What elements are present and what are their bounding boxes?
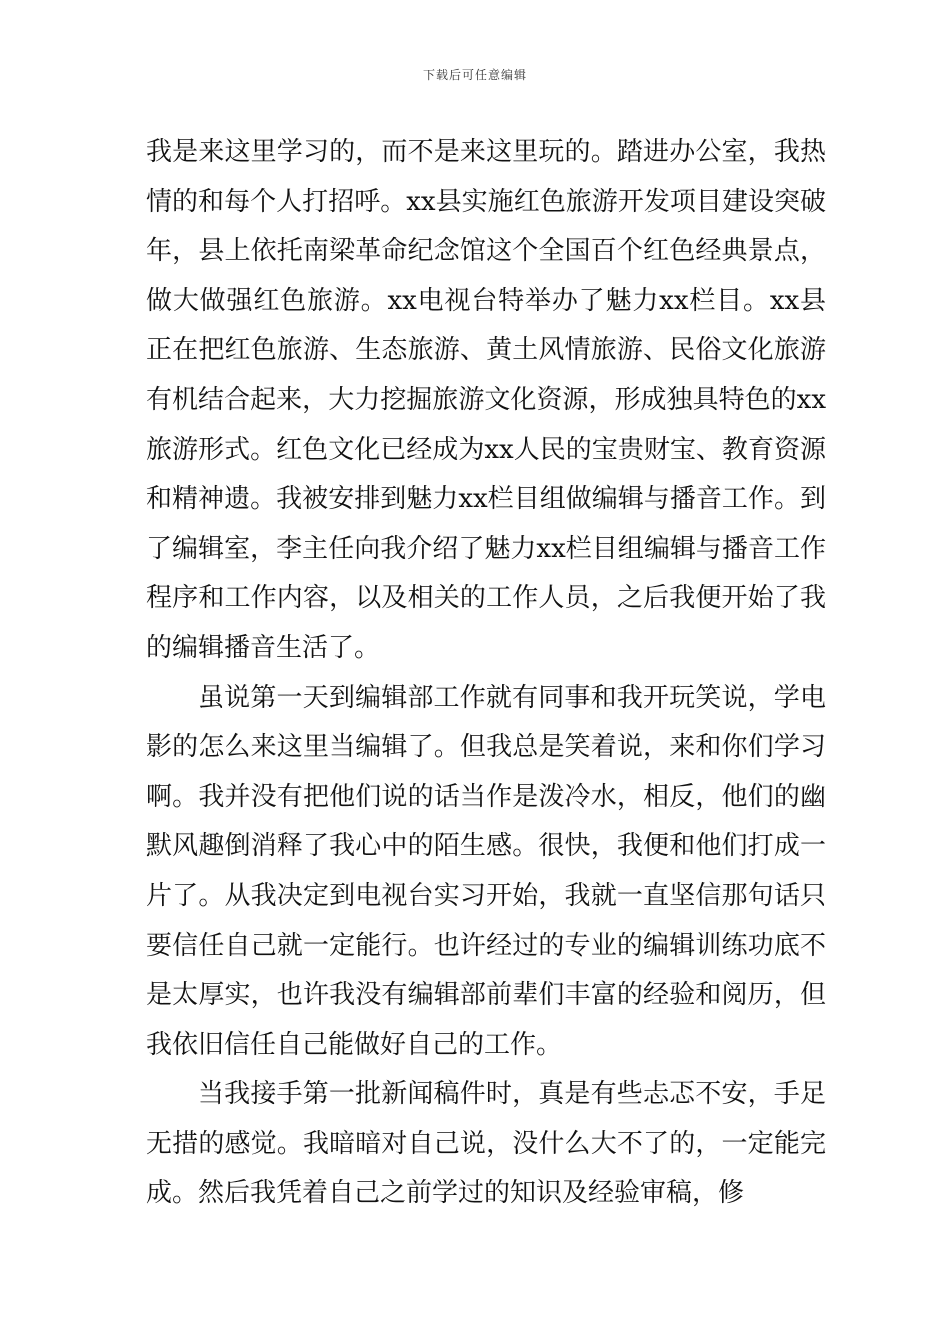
paragraph-first-day: 虽说第一天到编辑部工作就有同事和我开玩笑说，学电影的怎么来这里当编辑了。但我总是笑着说，来和你们学习啊。我并没有把他们说的话当作是泼冷水，相反，他们的幽默风趣倒消释了我心中的陌生感。很快，我便和他们打成一片了。从我决定到电视台实习开始，我就一直坚信那句话只要信任自己就一定能行。也许经过的专业的编辑训练功底不是太厚实，也许我没有编辑部前辈们丰富的经验和阅历，但我依旧信任自己能做好自己的工作。 bbox=[146, 682, 826, 1060]
paragraph-continuation: 我是来这里学习的，而不是来这里玩的。踏进办公室，我热情的和每个人打招呼。xx县实施红色旅游开发项目建设突破年，县上依托南梁革命纪念馆这个全国百个红色经典景点，做大做强红色旅游。xx电视台特举办了魅力xx栏目。xx县正在把红色旅游、生态旅游、黄土风情旅游、民俗文化旅游有机结合起来，大力挖掘旅游文化资源，形成独具特色的xx旅游形式。红色文化已经成为xx人民的宝贵财宝、教育资源和精神遗。我被安排到魅力xx栏目组做编辑与播音工作。到了编辑室，李主任向我介绍了魅力xx栏目组编辑与播音工作程序和工作内容，以及相关的工作人员，之后我便开始了我的编辑播音生活了。 bbox=[146, 137, 826, 663]
document-body bbox=[146, 128, 826, 1219]
page-header: 下载后可任意编辑 bbox=[422, 68, 527, 82]
paragraph-first-manuscript: 当我接手第一批新闻稿件时，真是有些忐忑不安，手足无措的感觉。我暗暗对自己说，没什么大不了的，一定能完成。然后我凭着自己之前学过的知识及经验审稿，修 bbox=[146, 1079, 826, 1209]
